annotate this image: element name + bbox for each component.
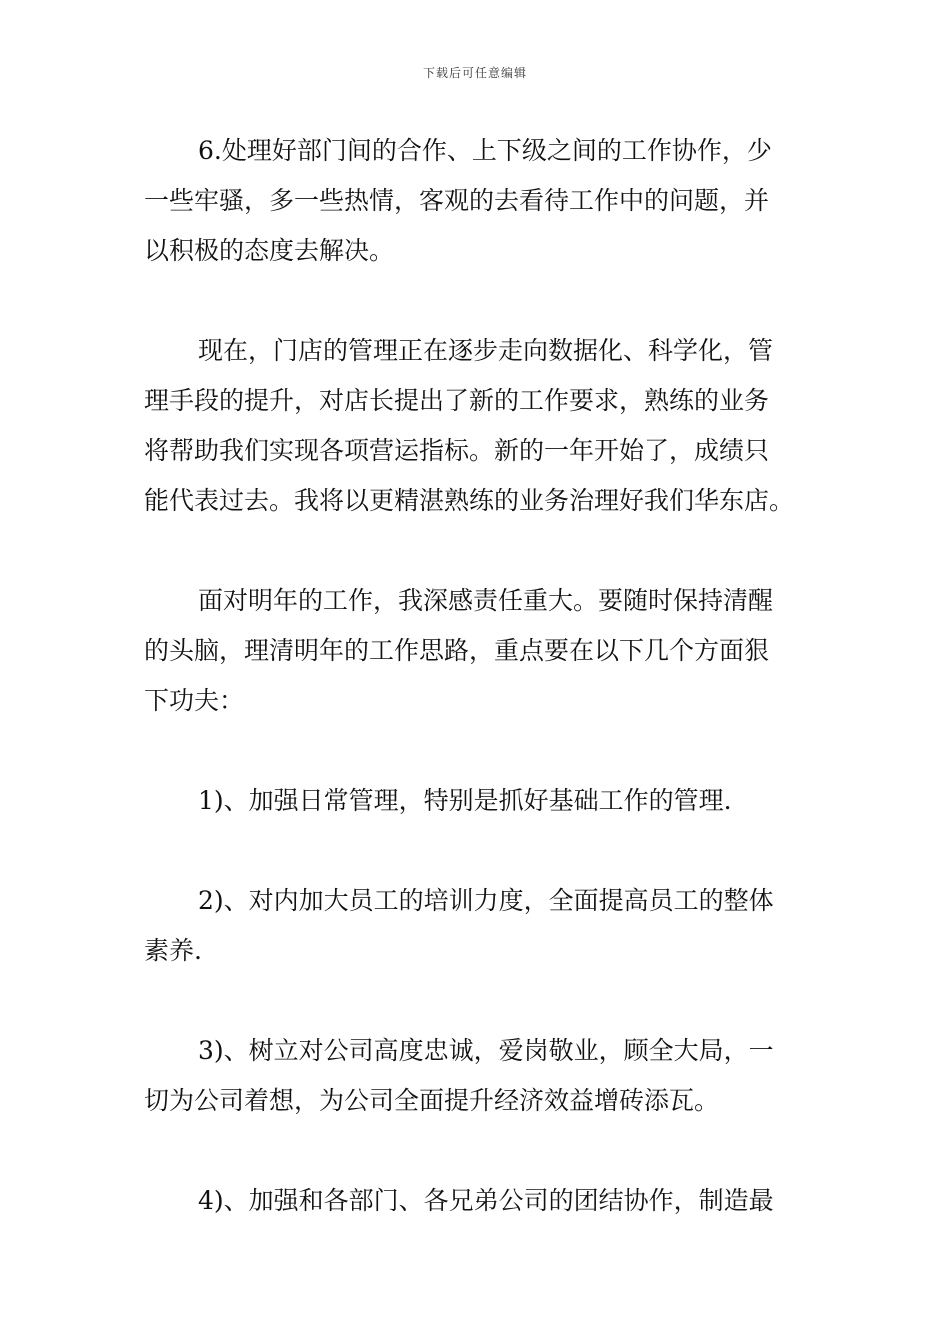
paragraph-line: 3)、树立对公司高度忠诚，爱岗敬业，顾全大局，一: [198, 1036, 774, 1065]
paragraph-line: 理手段的提升，对店长提出了新的工作要求，熟练的业务: [144, 386, 770, 415]
paragraph-line: 切为公司着想，为公司全面提升经济效益增砖添瓦。: [144, 1086, 720, 1115]
list-item-1: [144, 776, 809, 826]
paragraph-line: 的头脑，理清明年的工作思路，重点要在以下几个方面狠: [144, 636, 770, 665]
document-body: [144, 126, 809, 1226]
paragraph-1: [144, 126, 809, 276]
paragraph-line: 能代表过去。我将以更精湛熟练的业务治理好我们华东店。: [144, 486, 795, 515]
page-header: 下载后可任意编辑: [422, 66, 527, 80]
paragraph-line: 素养.: [144, 936, 202, 965]
list-item-2: [144, 876, 809, 976]
paragraph-line: 现在，门店的管理正在逐步走向数据化、科学化，管: [198, 336, 774, 365]
paragraph-3: [144, 576, 809, 726]
paragraph-line: 6.处理好部门间的合作、上下级之间的工作协作，少: [198, 136, 772, 165]
paragraph-line: 以积极的态度去解决。: [144, 236, 395, 265]
list-item-3: [144, 1026, 809, 1126]
paragraph-line: 2)、对内加大员工的培训力度，全面提高员工的整体: [198, 886, 774, 915]
list-item-4: [144, 1176, 809, 1226]
paragraph-line: 一些牢骚，多一些热情，客观的去看待工作中的问题，并: [144, 186, 770, 215]
paragraph-line: 4)、加强和各部门、各兄弟公司的团结协作，制造最: [198, 1186, 774, 1215]
paragraph-line: 面对明年的工作，我深感责任重大。要随时保持清醒: [198, 586, 774, 615]
paragraph-line: 1)、加强日常管理，特别是抓好基础工作的管理.: [198, 786, 732, 815]
paragraph-line: 下功夫：: [144, 686, 245, 715]
paragraph-line: 将帮助我们实现各项营运指标。新的一年开始了，成绩只: [144, 436, 770, 465]
paragraph-2: [144, 326, 809, 526]
